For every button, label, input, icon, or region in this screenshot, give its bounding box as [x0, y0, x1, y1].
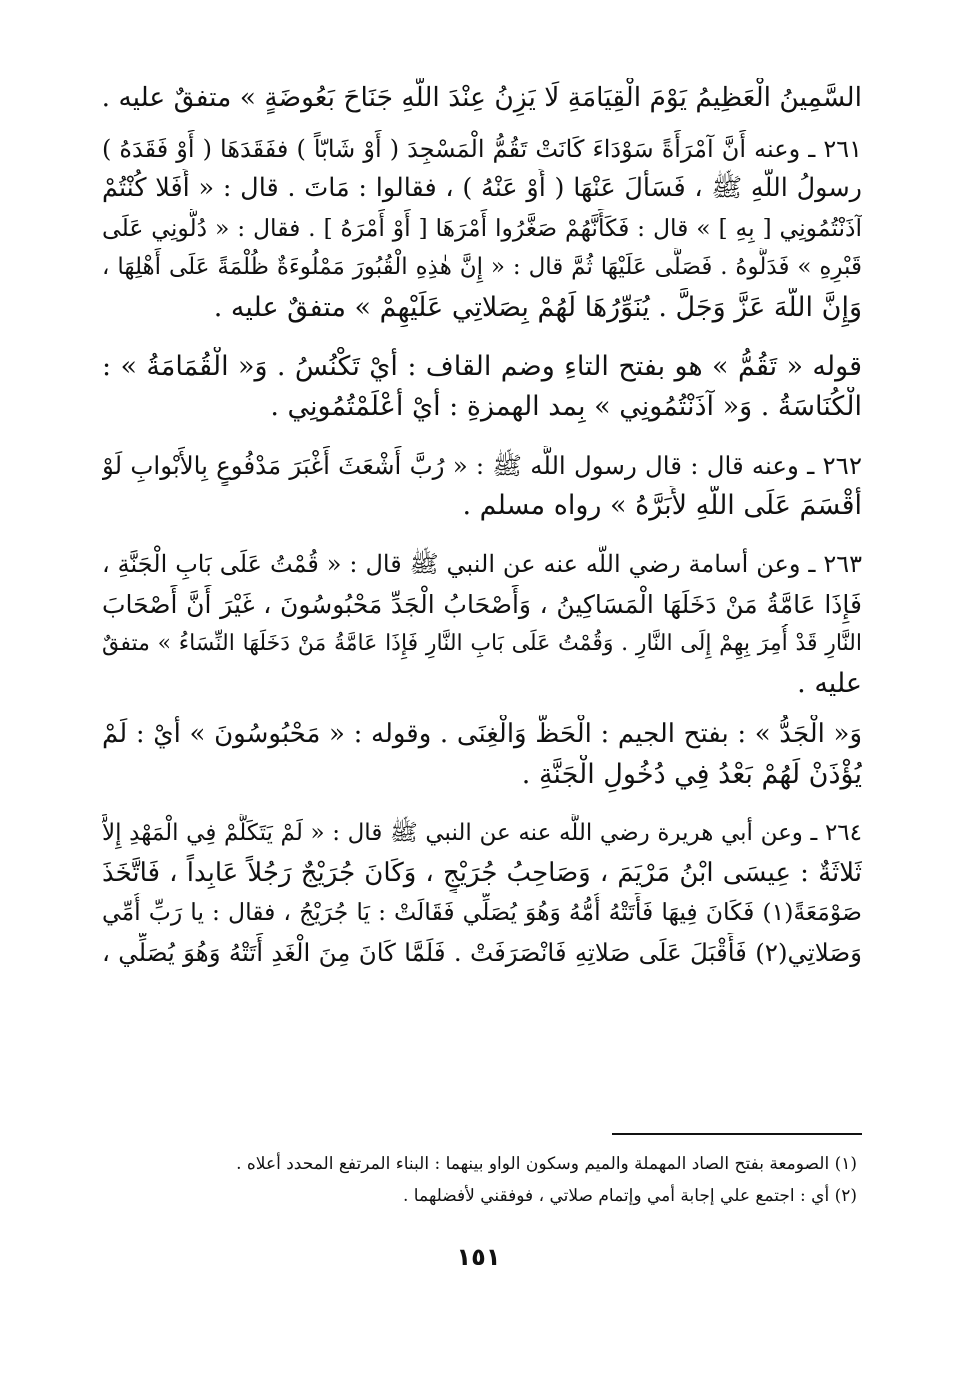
hadith-261-line: آذَنْتُمُونِي [ بِهِ ] » قال : فَكَأَنَّهُمْ صَغَّرُوا أَمْرَهَا [ أَوْ أَمْرَهُ ] . فقال : « دُلُّونِي عَلَى: [102, 213, 862, 242]
paragraph-gap: [102, 703, 862, 715]
paragraph-gap: [102, 525, 862, 545]
hadith-261-line: رسولُ اللَّهِ ﷺ ، فَسَأَلَ عَنْهَا ( أَوْ عَنْهُ ) ، فقالوا : مَاتَ . قال : « أَفَلا كُنْتُمْ: [102, 173, 862, 203]
page-number: ١٥١: [456, 1243, 501, 1271]
hadith-261-line: ٢٦١ ـ وعنه أَنَّ آمْرَأَةً سَوْدَاءَ كَانَتْ تَقُمُّ الْمَسْجِدَ ( أَوْ شَابّاً ) ففَقَدَهَا ( أَوْ فَقَدَهُ ): [102, 134, 862, 163]
footnotes: [102, 1148, 857, 1212]
hadith-263-line: عليه .: [797, 667, 862, 699]
hadith-263-line: ٢٦٣ ـ وعن أسامة رضي اللَّه عنه عن النبي ﷺ قال : « قُمْتُ عَلَى بَابِ الْجَنَّةِ ،: [102, 550, 862, 578]
page-body: [102, 78, 862, 972]
hadith-261-line: قَبْرِهِ » فَدَلُّوهُ . فَصَلَّى عَلَيْهَا ثُمَّ قال : « إِنَّ هٰذِهِ الْقُبُورَ مَمْلُوءَةٌ ظُلْمَةً عَلَى أَهْلِهَا ،: [102, 254, 862, 280]
hadith-264-line: ثَلاثَةٌ : عِيسَى ابْنُ مَرْيَمَ ، وَصَاحِبُ جُرَيْجٍ ، وَكَانَ جُرَيْجٌ رَجُلاً عَابِداً ، فَاتَّخَذَ: [102, 857, 862, 888]
footnote-1: (١) الصومعة بفتح الصاد المهملة والميم وسكون الواو بينهما : البناء المرتفع المحدد أعلاه .: [236, 1154, 857, 1174]
hadith-264-line: وَصَلاتِي(٢) فَأَقْبَلَ عَلَى صَلاتِهِ فَانْصَرَفَتْ . فَلَمَّا كَانَ مِنَ الْغَدِ أَتَتْهُ وَهُوَ يُصَلِّي ،: [102, 937, 862, 967]
commentary-line: وَ« الْجَدُّ » : بفتح الجيم : الْحَظُّ وَالْغِنَى . وقوله : « مَحْبُوسُونَ » أَيْ : لَمْ: [102, 719, 862, 749]
commentary-line: الْكُنَاسَةُ . وَ« آذَنْتُمُونِي » بِمد الهمزةِ : أَيْ أَعْلَمْتُمُونِي .: [270, 390, 862, 422]
hadith-262-line: ٢٦٢ ـ وعنه قال : قال رسول اللَّه ﷺ : « رُبَّ أَشْعَثَ أَغْبَرَ مَدْفُوعٍ بِالأَبْوابِ لَوْ: [102, 451, 862, 480]
text-line: السَّمِينُ الْعَظِيمُ يَوْمَ الْقِيَامَةِ لَا يَزِنُ عِنْدَ اللَّهِ جَنَاحَ بَعُوضَةٍ » متفقٌ عليه .: [102, 82, 862, 113]
hadith-263-line: النَّارِ قَدْ أُمِرَ بِهِمْ إِلَى النَّارِ . وَقُمْتُ عَلَى بَابِ النَّارِ فَإِذَا عَامَّةُ مَنْ دَخَلَهَا النِّسَاءُ » متفقٌ: [102, 631, 862, 656]
commentary-line: قوله « تَقُمُّ » هو بفتح التاءِ وضم القاف : أَيْ تَكْنُسُ . وَ« الْقُمَامَةُ » :: [102, 351, 862, 382]
footnote-2: (٢) أي : اجتمع علي إجابة أمي وإتمام صلاتي ، فوفقني لأفضلهما .: [403, 1186, 857, 1206]
hadith-262-line: أَقْسَمَ عَلَى اللَّهِ لأَبَرَّهُ » رواه مسلم .: [462, 489, 862, 521]
paragraph-gap: [102, 327, 862, 347]
commentary-line: يُؤْذَنْ لَهُمْ بَعْدُ فِي دُخُولِ الْجَنَّةِ .: [521, 758, 862, 790]
footnote-divider: [612, 1133, 862, 1135]
paragraph-gap: [102, 794, 862, 814]
hadith-261-line: وَإِنَّ اللَّهَ عَزَّ وَجَلَّ . يُنَوِّرُهَا لَهُمْ بِصَلاتِي عَلَيْهِمْ » متفقٌ عليه .: [213, 291, 862, 323]
hadith-264-line: ٢٦٤ ـ وعن أبي هريرة رضي اللَّه عنه عن النبي ﷺ قال : « لَمْ يَتَكَلَّمْ فِي الْمَهْدِ إِلاَّ: [102, 820, 862, 846]
paragraph-gap: [102, 426, 862, 446]
hadith-263-line: فَإِذَا عَامَّةُ مَنْ دَخَلَهَا الْمَسَاكِينُ ، وَأَصْحَابُ الْجَدِّ مَحْبُوسُونَ ، غَيْرَ أَنَّ أَصْحَابَ: [102, 589, 862, 619]
paragraph-gap: [102, 118, 862, 130]
hadith-264-line: صَوْمَعَةً(١) فَكَانَ فِيهَا فَأَتَتْهُ أُمُّهُ وَهُوَ يُصَلِّي فَقَالَتْ : يَا جُرَيْجُ ، فقال : يا رَبِّ أُمِّي: [102, 898, 862, 926]
